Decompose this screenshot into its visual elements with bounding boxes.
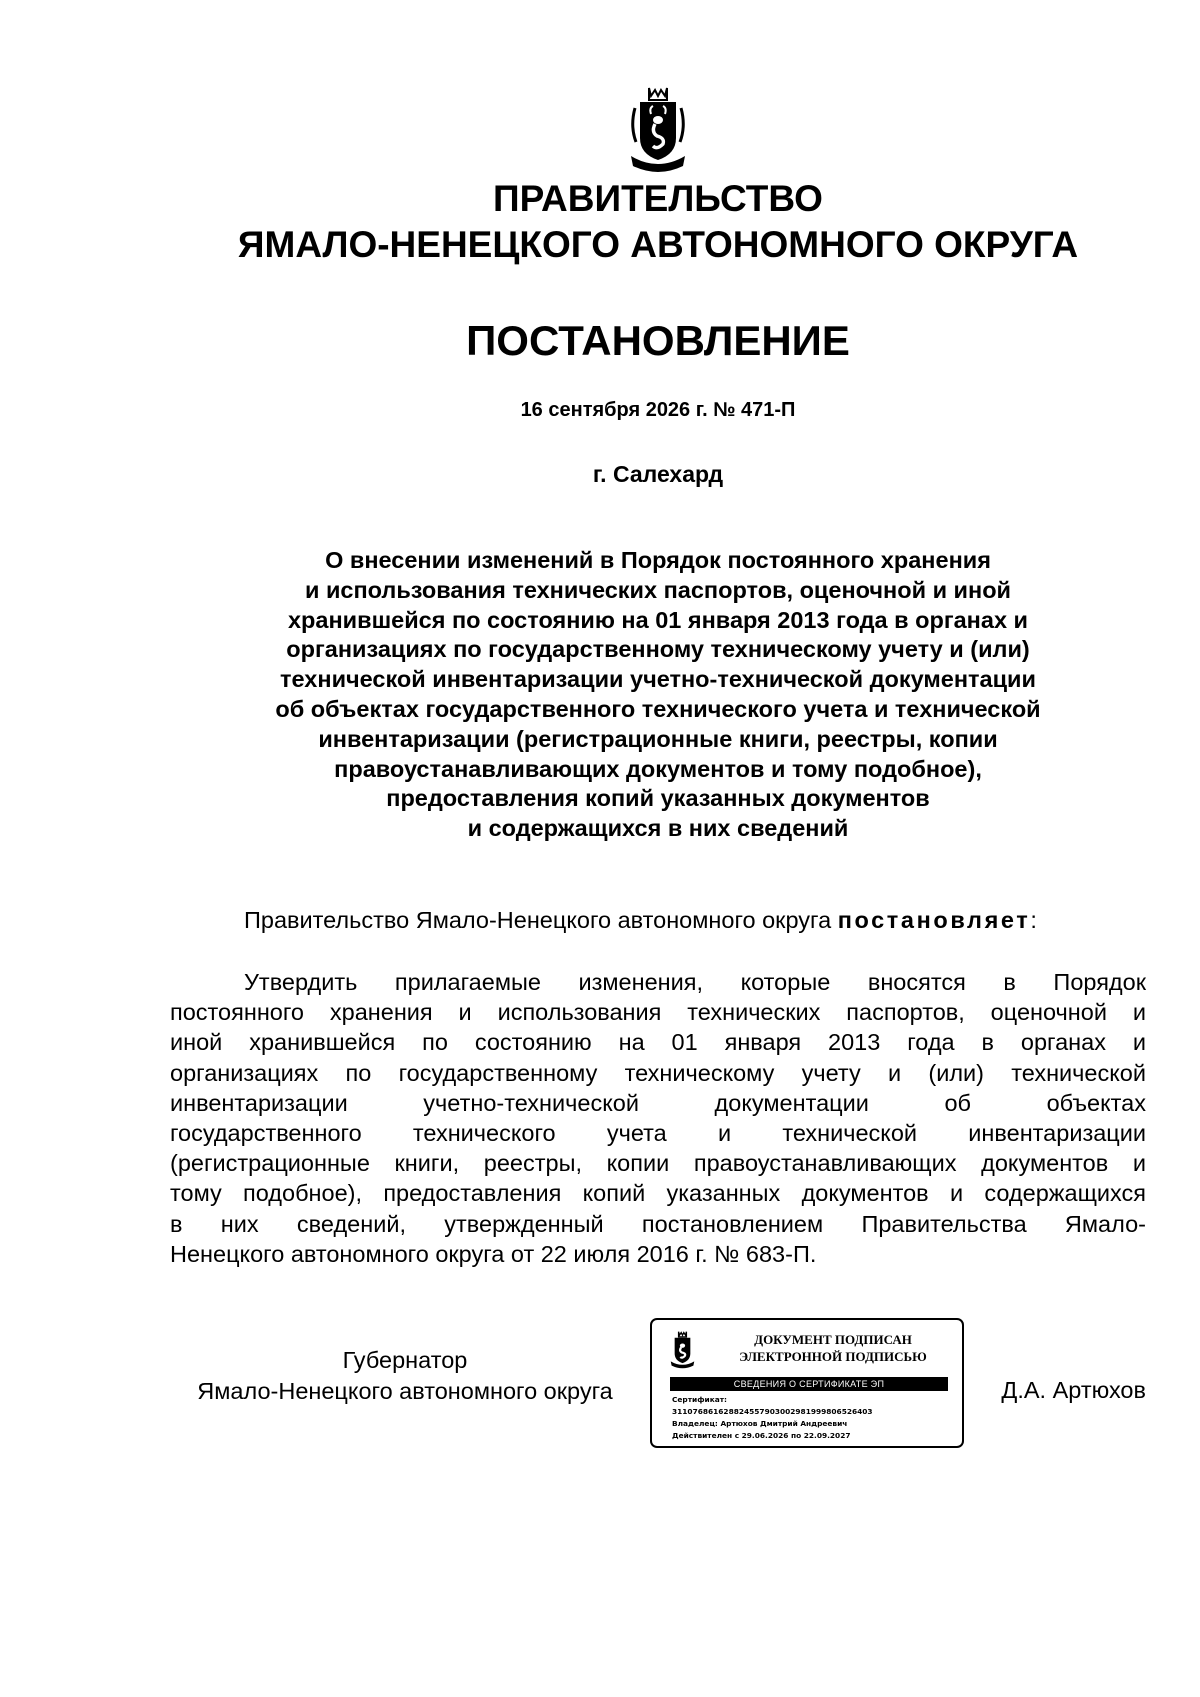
document-subject xyxy=(170,546,1146,844)
body-line: государственного технического учета и технической инвентаризации xyxy=(170,1120,1146,1147)
subject-line: и содержащихся в них сведений xyxy=(467,815,849,842)
document-date-number: 16 сентября 2026 г. № 471-П xyxy=(520,399,796,421)
certificate-owner: Владелец: Артюхов Дмитрий Андреевич xyxy=(672,1419,848,1428)
certificate-details xyxy=(672,1394,952,1442)
electronic-signature-stamp xyxy=(650,1318,964,1448)
resolution-body xyxy=(170,967,1146,1269)
body-line: постоянного хранения и использования технических паспортов, оценочной и xyxy=(170,999,1146,1026)
subject-line: инвентаризации (регистрационные книги, реестры, копии xyxy=(318,725,998,752)
certificate-info-bar: СВЕДЕНИЯ О СЕРТИФИКАТЕ ЭП xyxy=(670,1377,948,1391)
preamble-paragraph xyxy=(170,905,1146,935)
subject-line: предоставления копий указанных документов xyxy=(386,785,930,812)
signatory-position xyxy=(170,1345,640,1407)
document-type: ПОСТАНОВЛЕНИЕ xyxy=(466,317,850,364)
document-city: г. Салехард xyxy=(592,461,724,487)
certificate-validity: Действителен с 29.06.2026 по 22.09.2027 xyxy=(672,1431,851,1440)
subject-line: О внесении изменений в Порядок постоянного хранения xyxy=(325,547,991,573)
subject-line: и использования технических паспортов, оценочной и иной xyxy=(304,576,1012,603)
body-line: инвентаризации учетно-технической документации об объектах xyxy=(170,1089,1146,1116)
body-line: Ненецкого автономного округа от 22 июля 2016 г. № 683-П. xyxy=(170,1240,817,1267)
certificate-number: 311076861628824557903002981999806526403 xyxy=(672,1407,873,1416)
signatory-position-line-1: Губернатор xyxy=(342,1347,468,1373)
preamble-tail: : xyxy=(1030,907,1037,933)
coat-of-arms-icon xyxy=(669,1330,696,1370)
signatory-position-line-2: Ямало-Ненецкого автономного округа xyxy=(197,1378,613,1404)
certificate-label: Сертификат: xyxy=(672,1395,727,1404)
subject-line: об объектах государственного технического учета и технической xyxy=(275,695,1041,722)
body-line: тому подобное), предоставления копий указанных документов и содержащихся xyxy=(170,1180,1146,1207)
stamp-heading-line-2: ЭЛЕКТРОННОЙ ПОДПИСЬЮ xyxy=(739,1349,927,1364)
stamp-heading xyxy=(710,1331,956,1365)
body-line: Утвердить прилагаемые изменения, которые вносятся в Порядок xyxy=(244,969,1146,995)
coat-of-arms-icon xyxy=(627,86,689,174)
subject-line: технической инвентаризации учетно-технической документации xyxy=(280,666,1036,693)
subject-line: организациях по государственному техническому учету и (или) xyxy=(286,636,1030,663)
body-line: (регистрационные книги, реестры, копии правоустанавливающих документов и xyxy=(170,1150,1146,1177)
government-title-line-1: ПРАВИТЕЛЬСТВО xyxy=(493,178,823,219)
body-line: организациях по государственному техническому учету и (или) технической xyxy=(170,1059,1146,1086)
stamp-heading-line-1: ДОКУМЕНТ ПОДПИСАН xyxy=(754,1332,912,1347)
preamble-text: Правительство Ямало-Ненецкого автономного округа xyxy=(244,907,838,933)
subject-line: правоустанавливающих документов и тому подобное), xyxy=(334,755,982,782)
body-line: в них сведений, утвержденный постановлением Правительства Ямало- xyxy=(170,1210,1146,1237)
signatory-name: Д.А. Артюхов xyxy=(1001,1377,1146,1403)
government-title-line-2: ЯМАЛО-НЕНЕЦКОГО АВТОНОМНОГО ОКРУГА xyxy=(237,224,1079,265)
preamble-emphasis: постановляет xyxy=(837,907,1031,933)
subject-line: хранившейся по состоянию на 01 января 2013 года в органах и xyxy=(287,606,1028,633)
body-line: иной хранившейся по состоянию на 01 января 2013 года в органах и xyxy=(170,1029,1146,1056)
